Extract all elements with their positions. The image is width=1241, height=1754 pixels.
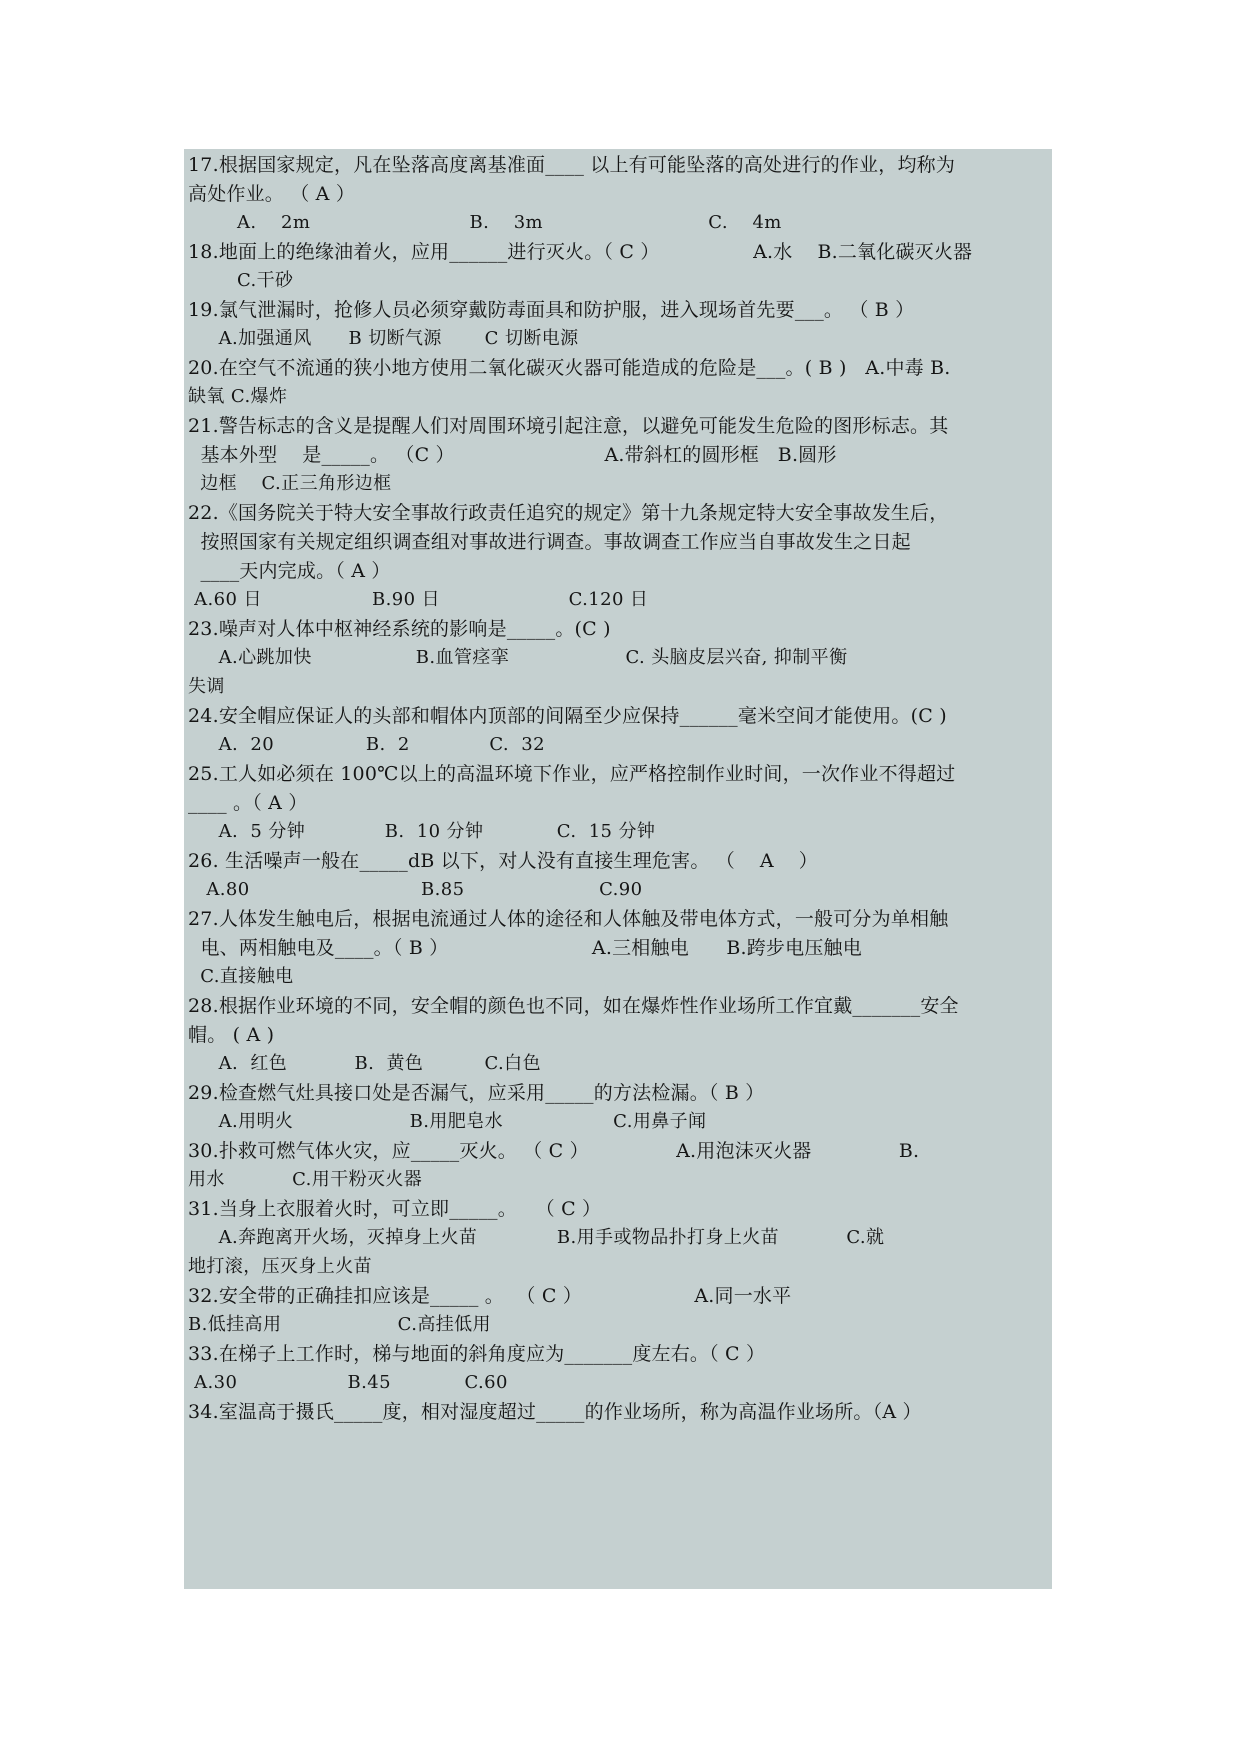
question-26-stem-line-1: 26. 生活噪声一般在_____dB 以下，对人没有直接生理危害。 （ A ） — [188, 850, 818, 872]
question-17-stem-line-1: 17.根据国家规定，凡在坠落高度离基准面____ 以上有可能坠落的高处进行的作业，均称为 — [188, 154, 956, 176]
question-29-options: A.用明火 B.用肥皂水 C.用鼻子闻 — [188, 1111, 707, 1132]
question-29-stem-line-1: 29.检查燃气灶具接口处是否漏气，应采用_____的方法检漏。（ B ） — [188, 1082, 765, 1104]
question-21-options: 边框 C.正三角形边框 — [188, 473, 392, 494]
question-31-options: A.奔跑离开火场，灭掉身上火苗 B.用手或物品扑打身上火苗 C.就 — [188, 1227, 885, 1248]
question-20-stem-line-1: 20.在空气不流通的狭小地方使用二氧化碳灭火器可能造成的危险是___。( B ) A.中毒 B. — [188, 357, 951, 379]
question-26-options: A.80 B.85 C.90 — [188, 879, 643, 900]
question-34-stem-line-1: 34.室温高于摄氏_____度，相对湿度超过_____的作业场所，称为高温作业场所。（A ） — [188, 1401, 922, 1423]
question-24-options: A. 20 B. 2 C. 32 — [188, 734, 545, 755]
question-33-stem-line-1: 33.在梯子上工作时，梯与地面的斜角度应为_______度左右。（ C ） — [188, 1343, 766, 1365]
question-sheet — [184, 149, 1052, 1589]
question-18-options: C.干砂 — [188, 270, 294, 291]
question-25-stem-line-1: 25.工人如必须在 100℃以上的高温环境下作业，应严格控制作业时间，一次作业不得超过 — [188, 763, 956, 785]
question-21-stem-line-1: 21.警告标志的含义是提醒人们对周围环境引起注意，以避免可能发生危险的图形标志。其 — [188, 415, 949, 437]
question-22-options: A.60 日 B.90 日 C.120 日 — [188, 589, 649, 610]
question-25-options: A. 5 分钟 B. 10 分钟 C. 15 分钟 — [188, 821, 656, 842]
question-17-stem-line-2: 高处作业。 （ A ） — [188, 183, 356, 205]
question-21-stem-line-2: 基本外型 是_____。 （C ） A.带斜杠的圆形框 B.圆形 — [188, 444, 837, 466]
question-19-options: A.加强通风 B 切断气源 C 切断电源 — [188, 328, 579, 349]
question-20-options: 缺氧 C.爆炸 — [188, 386, 288, 407]
question-23-options: A.心跳加快 B.血管痉挛 C. 头脑皮层兴奋, 抑制平衡 — [188, 647, 848, 668]
question-33-options: A.30 B.45 C.60 — [188, 1372, 508, 1393]
question-17-options: A. 2m B. 3m C. 4m — [188, 212, 782, 233]
question-31-options-cont: 地打滚，压灭身上火苗 — [188, 1256, 372, 1277]
question-32-stem-line-1: 32.安全带的正确挂扣应该是_____ 。 （ C ） A.同一水平 — [188, 1285, 792, 1307]
question-30-options: 用水 C.用干粉灭火器 — [188, 1169, 423, 1190]
question-30-stem-line-1: 30.扑救可燃气体火灾，应_____灭火。 （ C ） A.用泡沫灭火器 B. — [188, 1140, 920, 1162]
question-32-options: B.低挂高用 C.高挂低用 — [188, 1314, 491, 1335]
question-22-stem-line-2: 按照国家有关规定组织调查组对事故进行调查。事故调查工作应当自事故发生之日起 — [188, 531, 911, 553]
question-28-stem-line-2: 帽。 ( A ) — [188, 1024, 275, 1046]
question-27-stem-line-2: 电、两相触电及____。（ B ） A.三相触电 B.跨步电压触电 — [188, 937, 862, 959]
question-27-options: C.直接触电 — [188, 966, 294, 987]
question-23-options-cont: 失调 — [188, 676, 225, 697]
question-19-stem-line-1: 19.氯气泄漏时，抢修人员必须穿戴防毒面具和防护服，进入现场首先要___。 （ B ） — [188, 299, 915, 321]
question-18-stem-line-1: 18.地面上的绝缘油着火，应用______进行灭火。（ C ） A.水 B.二氧化碳灭火器 — [188, 241, 973, 263]
question-28-stem-line-1: 28.根据作业环境的不同，安全帽的颜色也不同，如在爆炸性作业场所工作宜戴_______安全 — [188, 995, 959, 1017]
question-23-stem-line-1: 23.噪声对人体中枢神经系统的影响是_____。(C ) — [188, 618, 611, 640]
question-25-stem-line-2: ____ 。（ A ） — [188, 792, 308, 814]
question-31-stem-line-1: 31.当身上衣服着火时，可立即_____。 （ C ） — [188, 1198, 602, 1220]
question-27-stem-line-1: 27.人体发生触电后，根据电流通过人体的途径和人体触及带电体方式，一般可分为单相触 — [188, 908, 949, 930]
question-24-stem-line-1: 24.安全帽应保证人的头部和帽体内顶部的间隔至少应保持______毫米空间才能使用。(C ) — [188, 705, 947, 727]
question-28-options: A. 红色 B. 黄色 C.白色 — [188, 1053, 541, 1074]
question-22-stem-line-3: ____天内完成。（ A ） — [188, 560, 391, 582]
question-22-stem-line-1: 22.《国务院关于特大安全事故行政责任追究的规定》第十九条规定特大安全事故发生后， — [188, 502, 949, 524]
